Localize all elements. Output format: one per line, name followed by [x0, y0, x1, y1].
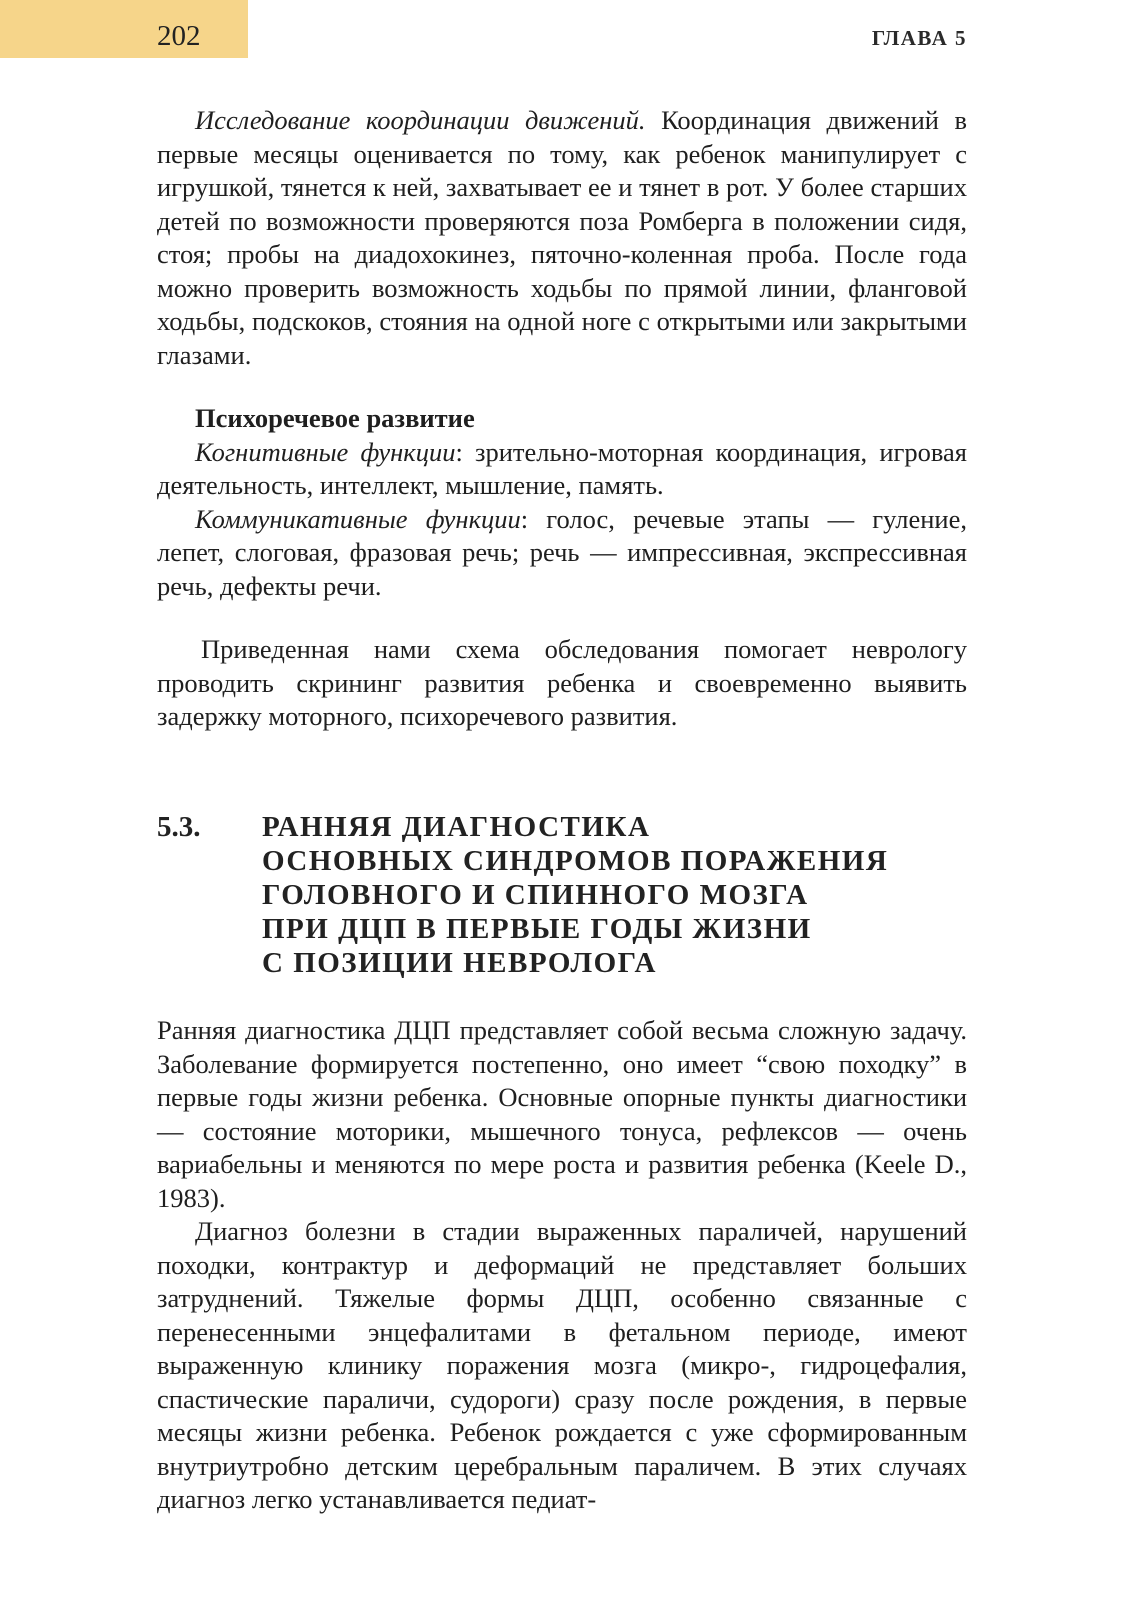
section-title-line: РАННЯЯ ДИАГНОСТИКА	[262, 811, 651, 843]
section-title-line: С ПОЗИЦИИ НЕВРОЛОГА	[262, 947, 657, 979]
body-paragraph-2: Диагноз болезни в стадии выраженных параличей, нарушений походки, контрактур и деформаций не представляет больших затруднений. Тяжелые формы ДЦП, особенно связанные с перенесенными энцефалитами в фетальном периоде, имеют выраженную клинику поражения мозга (микро-, гидроцефалия, спастические параличи, судороги) сразу после рождения, в первые месяцы жизни ребенка. Ребенок рождается с уже сформированным внутриутробно детским церебральным параличем. В этих случаях диагноз легко устанавливается педиат-	[157, 1216, 967, 1514]
page-number: 202	[157, 20, 201, 52]
section-title-line: ОСНОВНЫХ СИНДРОМОВ ПОРАЖЕНИЯ	[262, 845, 889, 877]
coordination-block	[157, 104, 967, 372]
main-text-block	[157, 1014, 967, 1517]
running-head: ГЛАВА 5	[871, 26, 967, 50]
section-title-line: ГОЛОВНОГО И СПИННОГО МОЗГА	[262, 879, 809, 911]
psycho-block	[157, 402, 967, 603]
section-title	[262, 810, 962, 980]
body-paragraph-1: Ранняя диагностика ДЦП представляет собой весьма сложную задачу. Заболевание формируется постепенно, оно имеет “свою походку” в первые годы жизни ребенка. Основные опорные пункты диагностики — состояние моторики, мышечного тонуса, рефлексов — очень вариабельны и меняются по мере роста и развития ребенка (Keele D., 1983).	[157, 1015, 967, 1213]
psycho-heading: Психоречевое развитие	[195, 403, 475, 433]
cognitive-text: : зрительно-моторная координация, игровая деятельность, интеллект, мышление, память.	[157, 436, 967, 500]
communicative-lead: Коммуникативные функции	[195, 503, 521, 534]
summary-paragraph: Приведенная нами схема обследования помогает неврологу проводить скрининг развития ребенка и своевременно выявить задержку моторного, психоречевого развития.	[157, 634, 967, 731]
coordination-lead: Исследование координации движений.	[195, 105, 646, 135]
communicative-paragraph	[157, 503, 967, 604]
cognitive-lead: Когнитивные функции	[195, 436, 456, 467]
summary-block	[157, 633, 967, 734]
section-number: 5.3.	[157, 811, 201, 843]
communicative-text: : голос, речевые этапы — гуление, лепет, слоговая, фразовая речь; речь — импрессивная, экспрессивная речь, дефекты речи.	[157, 503, 967, 601]
coordination-text: Координация движений в первые месяцы оценивается по тому, как ребенок манипулирует с игрушкой, тянется к ней, захватывает ее и тянет в рот. У более старших детей по возможности проверяются поза Ромберга в положении сидя, стоя; пробы на диадохокинез, пяточно-коленная проба. После года можно проверить возможность ходьбы по прямой линии, фланговой ходьбы, подскоков, стояния на одной ноге с открытыми или закрытыми глазами.	[157, 105, 968, 370]
section-title-line: ПРИ ДЦП В ПЕРВЫЕ ГОДЫ ЖИЗНИ	[262, 913, 812, 945]
coordination-paragraph	[157, 104, 967, 372]
cognitive-paragraph	[157, 436, 967, 503]
page-number-tab	[0, 0, 248, 58]
